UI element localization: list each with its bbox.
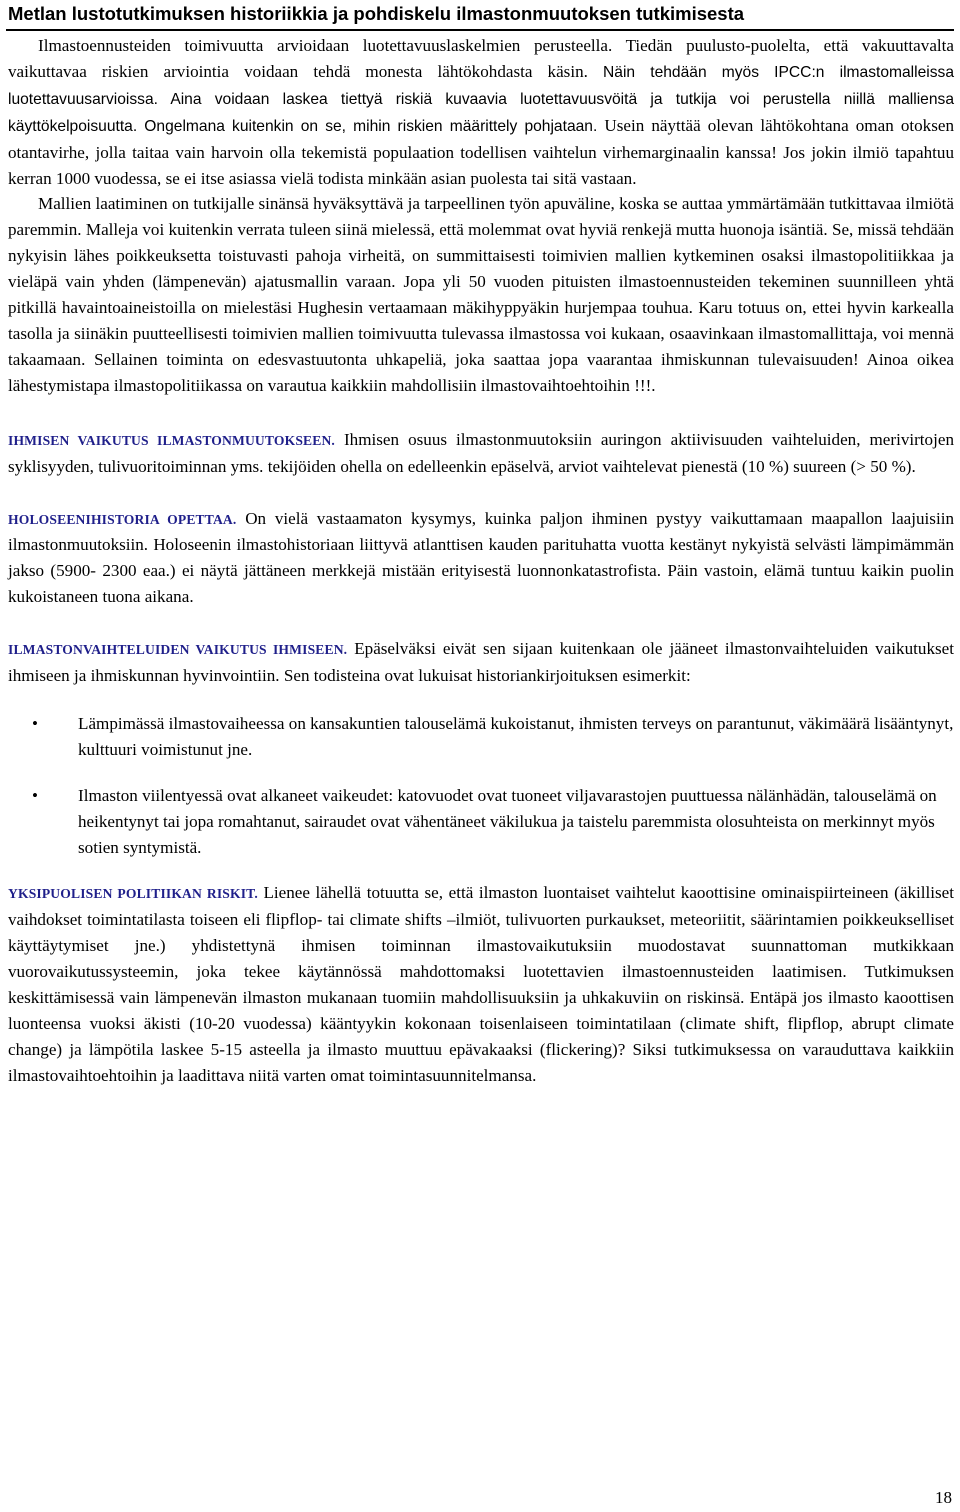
list-item <box>8 711 954 763</box>
paragraph-reliability <box>8 33 954 191</box>
section-heading: IHMISEN VAIKUTUS ILMASTONMUUTOKSEEN. <box>8 432 335 448</box>
paragraph-text-sans: Näin tehdään myös IPCC:n ilmastomalleissa luotettavuusarvioissa. Aina voidaan laskea tiettyä riskiä kuvaavia luotettavuusvöitä ja tutkija voi perustella niillä malliensa käyttökelpoisuutta. Ongelmana kuitenkin on se, mihin riskien määrittely pohjataan. <box>8 63 954 135</box>
section-human-impact <box>8 427 954 480</box>
page-title: Metlan lustotutkimuksen historiikkia ja pohdiskelu ilmastonmuutoksen tutkimisesta <box>8 3 745 24</box>
list-item-text: Lämpimässä ilmastovaiheessa on kansakuntien talouselämä kukoistanut, ihmisten terveys on parantunut, väkimäärä lisääntynyt, kulttuuri voimistunut jne. <box>78 713 954 759</box>
list-item <box>8 783 954 861</box>
section-climate-on-humans <box>8 636 954 689</box>
section-text: Ihmisen osuus ilmastonmuutoksiin auringon aktiivisuuden vaihteluiden, merivirtojen syklisyyden, tulivuoritoiminnan yms. tekijöiden ohella on edelleenkin epäselvä, arviot vaihtelevat pienestä (10 %) suureen (> 50 %). <box>8 429 954 476</box>
document-body <box>8 33 954 1089</box>
section-holocene-history <box>8 506 954 611</box>
bullet-icon: • <box>32 785 38 805</box>
paragraph-models: Mallien laatiminen on tutkijalle sinänsä hyväksyttävä ja tarpeellinen työn apuväline, koska se auttaa ymmärtämään tutkittavaa ilmiötä paremmin. Malleja voi kuitenkin verrata tuleen siinä mielessä, että molemmat ovat hyviä renkejä mutta huonoja isäntiä. Se, missä tehdään nykyisin lähes poikkeuksetta toistuvasti pahoja virheitä, on summittaisesti toimivien mallien kytkeminen osaksi ilmastopolitiikkaa ja vieläpä vain yhden (lämpenevän) ajatusmallin varaan. Jopa yli 50 vuoden pituisten ilmastoennusteiden tekeminen suunnilleen yhtä pitkillä havaintoaineistoilla on mielestäsi Hughesin vertaamaan mäkihyppyäkin hurjempaa touhua. Karu totuus on, ettei hyvin karkealla tasolla ja siinäkin puutteellisesti toimivien mallien toimivuutta tulevassa ilmastossa voi kukaan, osaavinkaan ilmastomallittaja, voi mennä takaamaan. Sellainen toiminta on edesvastuutonta uhkapeliä, joka saattaa jopa vaarantaa ihmiskunnan tulevaisuuden! Ainoa oikea lähestymistapa ilmastopolitiikassa on varautua kaikkiin mahdollisiin ilmastovaihtoehtoihin !!!. <box>8 194 954 395</box>
section-one-sided-policy <box>8 880 954 1088</box>
section-heading: ILMASTONVAIHTELUIDEN VAIKUTUS IHMISEEN. <box>8 642 348 658</box>
paragraph-text: Usein näyttää olevan lähtökohtana oman otoksen otantavirhe, jolla taitaa vain harvoin olla tekemistä populaation todellisen vaihtelun virhemarginaalin kanssa! Jos jokin ilmiö tapahtuu kerran 1000 vuodessa, se ei itse asiassa vielä todista minkään asian puolesta tai sitä vastaan. <box>8 115 954 188</box>
page-number: 18 <box>935 1488 952 1507</box>
list-item-text: Ilmaston viilentyessä ovat alkaneet vaikeudet: katovuodet ovat tuoneet viljavarastojen puuttuessa nälänhädän, talouselämä on heikentynyt tai jopa romahtanut, sairaudet ovat vähentäneet väkilukua ja taistelu paremmista olosuhteista on merkinnyt myös sotien syntymistä. <box>78 785 937 857</box>
examples-list <box>8 711 954 861</box>
section-text: Lienee lähellä totuutta se, että ilmaston luontaiset vaihtelut kaoottisine ominaispiirteineen (äkilliset vaihdokset toimintatilasta toiseen eli flipflop- tai climate shifts –ilmiöt, tulivuorten purkaukset, meteoriitit, säärintamien poikkeukselliset käyttäytymiset jne.) yhdistettynä ihmisen toiminnan ilmastovaikutuksiin muodostavat suunnattoman mutkikkaan vuorovaikutussysteemin, joka tekee käytännössä mahdottomaksi luotettavien ilmastoennusteiden laatimisen. Tutkimuksen keskittämisessä vain lämpenevän ilmaston mukanaan tuomiin mahdollisuuksiin ja uhkakuviin on riskinsä. Entäpä jos ilmasto kaoottisen luonteensa vuoksi äkisti (10-20 vuodessa) kääntyykin kokonaan toisenlaiseen toimintatilaan (climate shift, flipflop, abrupt climate change) ja lämpötila laskee 5-15 asteella ja ilmasto muuttuu epävakaaksi (flickering)? Siksi tutkimuksessa on varauduttava kaikkiin ilmastovaihtoehtoihin ja laadittava niitä varten omat toimintasuunnitelmansa. <box>8 883 954 1085</box>
paragraph-text: Ilmastoennusteiden toimivuutta arvioidaan luotettavuuslaskelmien perusteella. Tiedän puulusto-puolelta, että vakuuttavalta vaikuttavaa riskien arviointia voidaan tehdä monesta lähtökohdasta käsin. <box>8 36 954 81</box>
bullet-icon: • <box>32 713 38 733</box>
section-text: Epäselväksi eivät sen sijaan kuitenkaan ole jääneet ilmastonvaihteluiden vaikutukset ihmiseen ja ihmiskunnan hyvinvointiin. Sen todisteina ovat lukuisat historiankirjoituksen esimerkit: <box>8 639 954 686</box>
section-heading: YKSIPUOLISEN POLITIIKAN RISKIT. <box>8 886 258 902</box>
section-heading: HOLOSEENIHISTORIA OPETTAA. <box>8 511 237 527</box>
section-text: On vielä vastaamaton kysymys, kuinka paljon ihminen pystyy vaikuttamaan maapallon laajuisiin ilmastonmuutoksiin. Holoseenin ilmastohistoriaan liittyvä atlanttisen kauden parituhatta vuotta kestänyt nykyistä selvästi lämpimämmän jakso (5900- 2300 eaa.) ei näytä jättäneen merkkejä mistään erityisestä luonnonkatastrofista. Päin vastoin, elämä tuntuu kaikin puolin kukoistaneen tuona aikana. <box>8 508 954 607</box>
page-header <box>6 0 954 31</box>
